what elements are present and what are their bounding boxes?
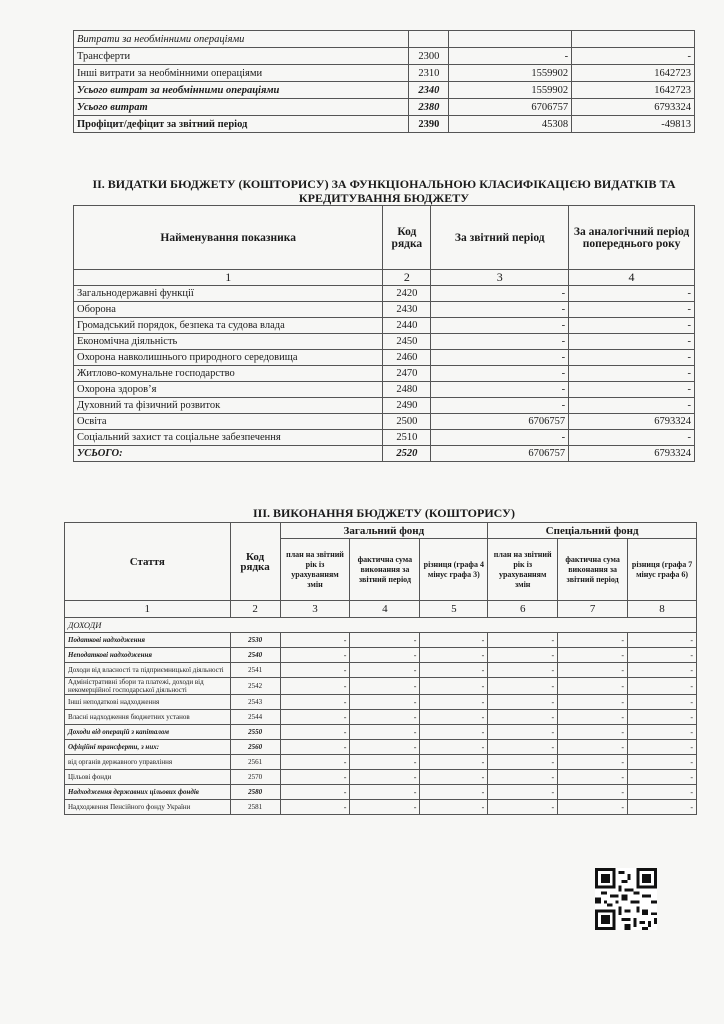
budget-execution-table <box>64 522 697 815</box>
header-code: Код рядка <box>230 523 280 601</box>
table-row <box>74 318 695 334</box>
cell-prev: - <box>569 334 695 350</box>
table-row <box>65 633 697 648</box>
cell-name: Соціальний захист та соціальне забезпечення <box>74 430 383 446</box>
cell-value: - <box>420 770 488 785</box>
header-actual-special: фактична сума виконання за звітний період <box>558 539 628 601</box>
header-name: Найменування показника <box>74 206 383 270</box>
table-row <box>74 334 695 350</box>
cell-name: УСЬОГО: <box>74 446 383 462</box>
cell-value: - <box>558 755 628 770</box>
cell-value: - <box>280 800 350 815</box>
cell-name: Житлово-комунальне господарство <box>74 366 383 382</box>
cell-name: Цільові фонди <box>65 770 231 785</box>
cell-prev: - <box>569 318 695 334</box>
table-row <box>65 785 697 800</box>
cell-code: 2530 <box>230 633 280 648</box>
cell-code: 2544 <box>230 710 280 725</box>
cell-value: - <box>558 740 628 755</box>
expenses-summary-table <box>73 30 695 133</box>
cell-value: - <box>628 663 697 678</box>
cell-name: Загальнодержавні функції <box>74 286 383 302</box>
cell-prev: - <box>569 398 695 414</box>
cell-value: - <box>558 770 628 785</box>
cell-value: - <box>558 648 628 663</box>
cell-value: - <box>488 695 558 710</box>
table-row <box>74 31 695 48</box>
cell-value: - <box>350 725 420 740</box>
column-number: 7 <box>558 601 628 618</box>
cell-value: - <box>558 633 628 648</box>
cell-name: Громадський порядок, безпека та судова влада <box>74 318 383 334</box>
cell-code: 2570 <box>230 770 280 785</box>
cell-name: Інші витрати за необмінними операціями <box>74 65 409 82</box>
cell-value: - <box>350 755 420 770</box>
column-number: 2 <box>230 601 280 618</box>
cell-value: - <box>420 740 488 755</box>
cell-code: 2340 <box>409 82 449 99</box>
cell-value: - <box>558 800 628 815</box>
table-row <box>74 430 695 446</box>
cell-code: 2420 <box>383 286 431 302</box>
table-row <box>65 710 697 725</box>
cell-cur: - <box>431 286 569 302</box>
table-row <box>65 755 697 770</box>
cell-value: - <box>420 648 488 663</box>
cell-cur: - <box>431 366 569 382</box>
cell-name: Усього витрат <box>74 99 409 116</box>
cell-prev: 6793324 <box>569 446 695 462</box>
cell-value: - <box>488 800 558 815</box>
table-row <box>65 663 697 678</box>
cell-value: - <box>558 710 628 725</box>
table-row <box>65 725 697 740</box>
column-number: 5 <box>420 601 488 618</box>
cell-value: - <box>280 663 350 678</box>
cell-value: - <box>350 663 420 678</box>
cell-value: - <box>628 740 697 755</box>
cell-code <box>409 31 449 48</box>
cell-value: - <box>488 710 558 725</box>
column-number: 1 <box>65 601 231 618</box>
cell-value: - <box>280 695 350 710</box>
table-row <box>65 678 697 695</box>
table-row <box>74 302 695 318</box>
cell-prev: 6793324 <box>572 99 695 116</box>
cell-value: - <box>488 678 558 695</box>
cell-value: - <box>628 710 697 725</box>
column-number: 8 <box>628 601 697 618</box>
cell-name: Надходження Пенсійного фонду України <box>65 800 231 815</box>
table-row <box>74 99 695 116</box>
column-number: 1 <box>74 270 383 286</box>
cell-cur: - <box>431 334 569 350</box>
cell-code: 2460 <box>383 350 431 366</box>
cell-name: Офіційні трансферти, з них: <box>65 740 231 755</box>
cell-code: 2561 <box>230 755 280 770</box>
cell-value: - <box>420 800 488 815</box>
cell-value: - <box>628 725 697 740</box>
cell-value: - <box>488 725 558 740</box>
cell-code: 2300 <box>409 48 449 65</box>
cell-name: Надходження державних цільових фондів <box>65 785 231 800</box>
cell-value: - <box>280 633 350 648</box>
cell-value: - <box>488 755 558 770</box>
cell-code: 2580 <box>230 785 280 800</box>
cell-value: - <box>628 800 697 815</box>
cell-code: 2440 <box>383 318 431 334</box>
header-general-fund: Загальний фонд <box>280 523 488 539</box>
cell-name: Охорона навколишнього природного середовища <box>74 350 383 366</box>
table-row <box>74 382 695 398</box>
cell-value: - <box>628 695 697 710</box>
cell-value: - <box>558 678 628 695</box>
cell-value: - <box>420 755 488 770</box>
cell-value: - <box>420 785 488 800</box>
qr-code-icon <box>595 868 657 930</box>
cell-code: 2490 <box>383 398 431 414</box>
cell-value: - <box>488 633 558 648</box>
cell-value: - <box>488 663 558 678</box>
cell-value: - <box>558 663 628 678</box>
header-special-fund: Спеціальний фонд <box>488 523 697 539</box>
functional-classification-table <box>73 205 695 462</box>
cell-value: - <box>628 648 697 663</box>
table-row <box>65 800 697 815</box>
cell-code: 2581 <box>230 800 280 815</box>
table-row <box>65 740 697 755</box>
cell-cur: 1559902 <box>449 82 572 99</box>
cell-prev: 6793324 <box>569 414 695 430</box>
cell-name: Доходи від операцій з капіталом <box>65 725 231 740</box>
cell-value: - <box>628 755 697 770</box>
cell-value: - <box>350 695 420 710</box>
cell-code: 2470 <box>383 366 431 382</box>
section2-title: ІІ. ВИДАТКИ БЮДЖЕТУ (КОШТОРИСУ) ЗА ФУНКЦІОНАЛЬНОЮ КЛАСИФІКАЦІЄЮ ВИДАТКІВ ТА КРЕДИТУВАННЯ БЮДЖЕТУ <box>92 177 676 205</box>
cell-code: 2450 <box>383 334 431 350</box>
cell-name: Усього витрат за необмінними операціями <box>74 82 409 99</box>
cell-cur: - <box>449 48 572 65</box>
cell-cur: 6706757 <box>449 99 572 116</box>
cell-code: 2510 <box>383 430 431 446</box>
cell-code: 2542 <box>230 678 280 695</box>
cell-value: - <box>350 633 420 648</box>
table-row <box>74 286 695 302</box>
cell-name: Освіта <box>74 414 383 430</box>
cell-value: - <box>280 785 350 800</box>
cell-value: - <box>350 648 420 663</box>
cell-name: Трансферти <box>74 48 409 65</box>
table-row <box>74 414 695 430</box>
cell-name: Доходи від власності та підприємницької діяльності <box>65 663 231 678</box>
cell-cur: - <box>431 302 569 318</box>
table-row <box>74 446 695 462</box>
cell-prev: - <box>572 48 695 65</box>
table-row <box>74 398 695 414</box>
cell-code: 2430 <box>383 302 431 318</box>
header-plan-special: план на звітний рік із урахуванням змін <box>488 539 558 601</box>
table-row <box>74 350 695 366</box>
cell-code: 2520 <box>383 446 431 462</box>
cell-cur <box>449 31 572 48</box>
cell-value: - <box>488 648 558 663</box>
cell-value: - <box>350 785 420 800</box>
cell-cur: - <box>431 430 569 446</box>
cell-value: - <box>628 633 697 648</box>
column-number: 3 <box>280 601 350 618</box>
cell-value: - <box>280 725 350 740</box>
cell-cur: 6706757 <box>431 414 569 430</box>
cell-prev: - <box>569 286 695 302</box>
cell-name: Профіцит/дефіцит за звітний період <box>74 116 409 133</box>
header-diff-special: різниця (графа 7 мінус графа 6) <box>628 539 697 601</box>
cell-value: - <box>488 740 558 755</box>
cell-value: - <box>420 710 488 725</box>
cell-value: - <box>558 725 628 740</box>
cell-prev: - <box>569 302 695 318</box>
table-row <box>74 65 695 82</box>
cell-code: 2541 <box>230 663 280 678</box>
cell-cur: 45308 <box>449 116 572 133</box>
cell-value: - <box>280 740 350 755</box>
cell-name: від органів державного управління <box>65 755 231 770</box>
cell-value: - <box>420 695 488 710</box>
cell-prev: 1642723 <box>572 65 695 82</box>
cell-value: - <box>280 678 350 695</box>
cell-cur: - <box>431 350 569 366</box>
cell-value: - <box>280 770 350 785</box>
cell-value: - <box>350 740 420 755</box>
table-row <box>74 116 695 133</box>
cell-prev: - <box>569 350 695 366</box>
cell-code: 2543 <box>230 695 280 710</box>
cell-value: - <box>628 678 697 695</box>
cell-name: Інші неподаткові надходження <box>65 695 231 710</box>
table-row <box>74 82 695 99</box>
column-number: 4 <box>350 601 420 618</box>
cell-value: - <box>420 633 488 648</box>
cell-value: - <box>488 770 558 785</box>
column-number: 3 <box>431 270 569 286</box>
cell-value: - <box>280 710 350 725</box>
cell-value: - <box>420 725 488 740</box>
cell-prev: - <box>569 366 695 382</box>
cell-cur: - <box>431 318 569 334</box>
cell-code: 2550 <box>230 725 280 740</box>
cell-prev: - <box>569 382 695 398</box>
table-row <box>74 48 695 65</box>
header-actual-general: фактична сума виконання за звітний період <box>350 539 420 601</box>
cell-value: - <box>628 785 697 800</box>
cell-value: - <box>558 785 628 800</box>
cell-prev: - <box>569 430 695 446</box>
cell-prev: -49813 <box>572 116 695 133</box>
cell-name: Витрати за необмінними операціями <box>74 31 409 48</box>
cell-name: Неподаткові надходження <box>65 648 231 663</box>
cell-cur: - <box>431 398 569 414</box>
header-previous: За аналогічний період попереднього року <box>569 206 695 270</box>
cell-prev <box>572 31 695 48</box>
cell-name: Адміністративні збори та платежі, доходи від некомерційної господарської діяльності <box>65 678 231 695</box>
column-number: 2 <box>383 270 431 286</box>
cell-value: - <box>350 710 420 725</box>
column-number: 6 <box>488 601 558 618</box>
section3-title: ІІІ. ВИКОНАННЯ БЮДЖЕТУ (КОШТОРИСУ) <box>253 506 515 520</box>
header-current: За звітний період <box>431 206 569 270</box>
header-plan-general: план на звітний рік із урахуванням змін <box>280 539 350 601</box>
cell-prev: 1642723 <box>572 82 695 99</box>
header-code: Код рядка <box>383 206 431 270</box>
cell-name: Оборона <box>74 302 383 318</box>
cell-value: - <box>420 663 488 678</box>
cell-value: - <box>350 770 420 785</box>
cell-cur: - <box>431 382 569 398</box>
cell-value: - <box>628 770 697 785</box>
cell-code: 2380 <box>409 99 449 116</box>
table-row <box>65 770 697 785</box>
cell-name: Економічна діяльність <box>74 334 383 350</box>
cell-cur: 1559902 <box>449 65 572 82</box>
cell-value: - <box>350 800 420 815</box>
cell-name: Охорона здоров’я <box>74 382 383 398</box>
cell-name: Духовний та фізичний розвиток <box>74 398 383 414</box>
cell-code: 2480 <box>383 382 431 398</box>
cell-value: - <box>350 678 420 695</box>
cell-cur: 6706757 <box>431 446 569 462</box>
cell-code: 2540 <box>230 648 280 663</box>
header-article: Стаття <box>65 523 231 601</box>
cell-value: - <box>558 695 628 710</box>
cell-value: - <box>420 678 488 695</box>
cell-code: 2560 <box>230 740 280 755</box>
header-diff-general: різниця (графа 4 мінус графа 3) <box>420 539 488 601</box>
column-number: 4 <box>569 270 695 286</box>
cell-name: Власні надходження бюджетних установ <box>65 710 231 725</box>
cell-code: 2310 <box>409 65 449 82</box>
cell-code: 2390 <box>409 116 449 133</box>
cell-value: - <box>488 785 558 800</box>
cell-value: - <box>280 648 350 663</box>
cell-name: Податкові надходження <box>65 633 231 648</box>
table-row <box>65 648 697 663</box>
cell-value: - <box>280 755 350 770</box>
table-row <box>65 695 697 710</box>
cell-code: 2500 <box>383 414 431 430</box>
table-row <box>74 366 695 382</box>
section-label-income: ДОХОДИ <box>65 618 697 633</box>
